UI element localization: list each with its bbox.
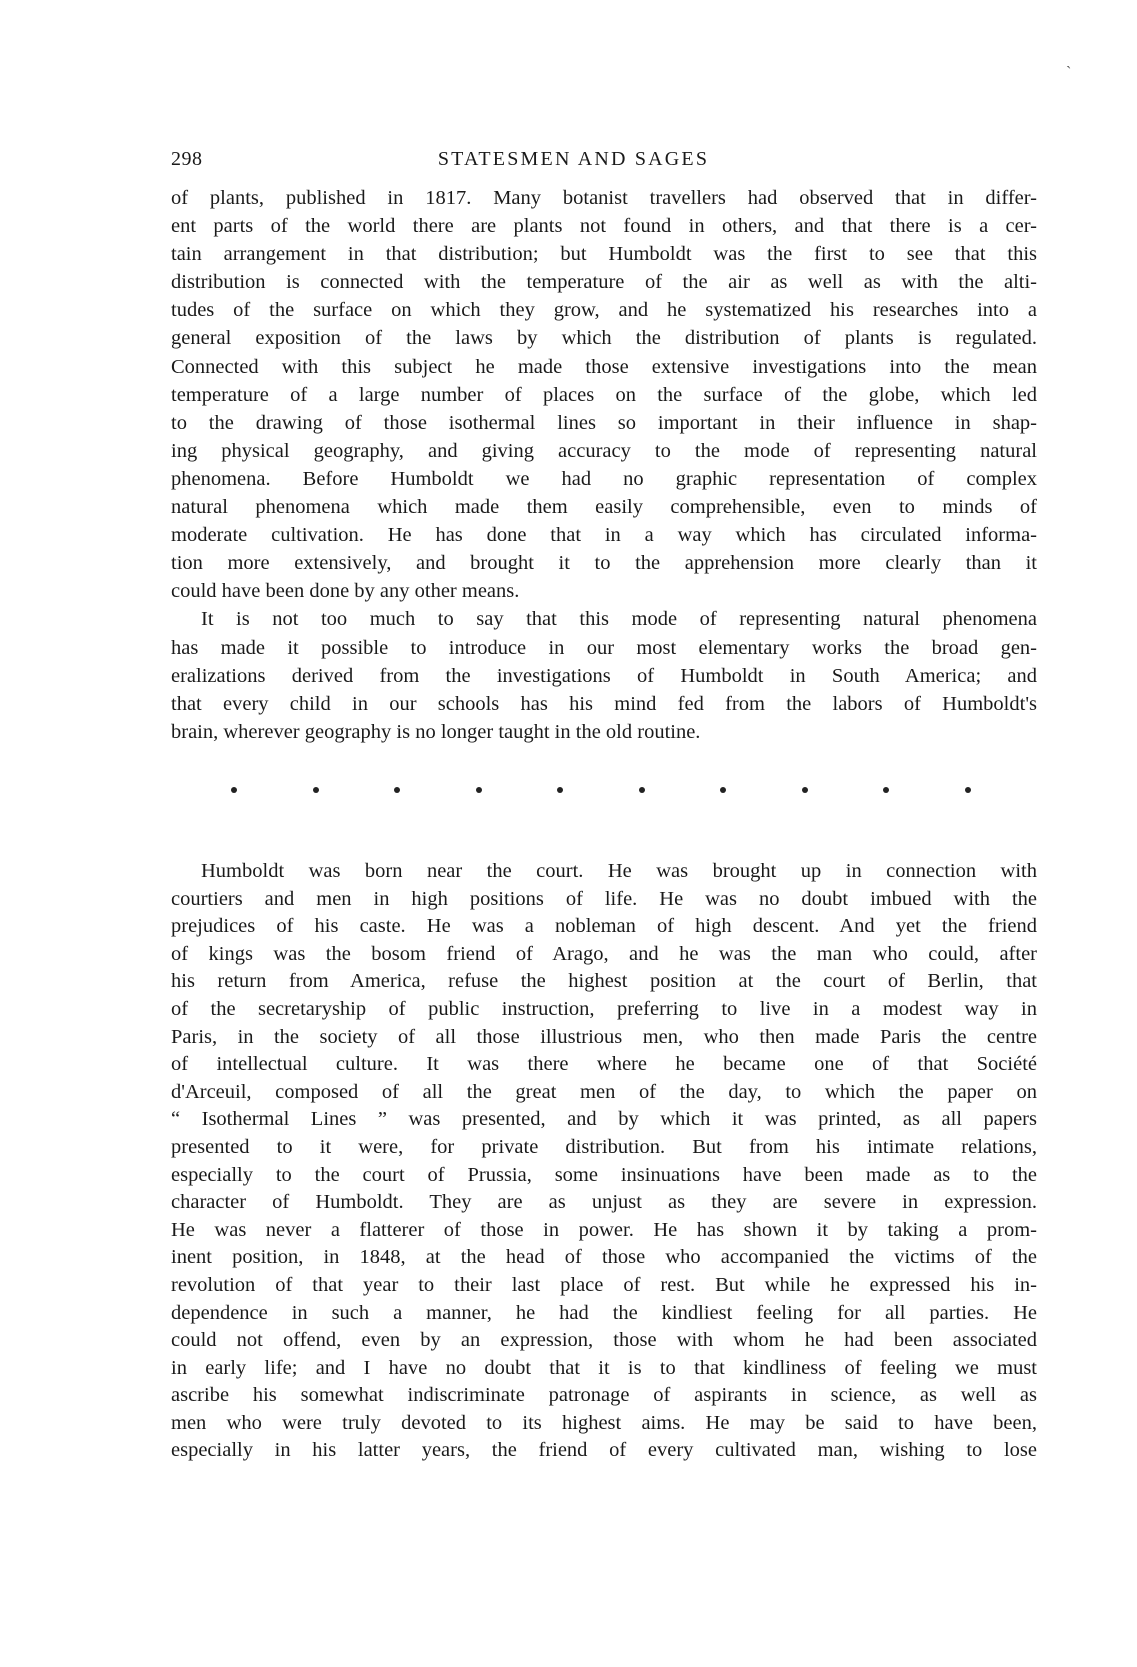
- text-line: temperature of a large number of places on the surface of the globe, which led: [171, 383, 1037, 406]
- text-line: his return from America, refuse the highest position at the court of Berlin, that: [171, 970, 1037, 993]
- text-line: could have been done by any other means.: [171, 580, 520, 603]
- text-line: of the secretaryship of public instruction, preferring to live in a modest way in: [171, 997, 1037, 1020]
- text-line: It is not too much to say that this mode of representing natural phenomena: [201, 608, 1037, 631]
- text-line: tion more extensively, and brought it to the apprehension more clearly than it: [171, 552, 1037, 575]
- section-break-dot: [965, 787, 971, 793]
- paragraph-continued: [171, 184, 1037, 605]
- text-line: courtiers and men in high positions of life. He was no doubt imbued with the: [171, 887, 1037, 910]
- text-line: tudes of the surface on which they grow, and he systematized his researches into a: [171, 299, 1037, 322]
- text-line: men who were truly devoted to its highest aims. He may be said to have been,: [171, 1411, 1037, 1434]
- body-text-lower: [171, 858, 1037, 1465]
- text-line: ent parts of the world there are plants not found in others, and that there is a cer-: [171, 215, 1037, 238]
- section-break-dots: [231, 780, 971, 800]
- text-line: inent position, in 1848, at the head of those who accompanied the victims of the: [171, 1246, 1037, 1269]
- text-line: of plants, published in 1817. Many botanist travellers had observed that in differ-: [171, 187, 1037, 209]
- text-line: eralizations derived from the investigations of Humboldt in South America; and: [171, 664, 1037, 687]
- text-line: brain, wherever geography is no longer taught in the old routine.: [171, 720, 701, 743]
- text-line: distribution is connected with the temperature of the air as well as with the alti-: [171, 271, 1037, 294]
- text-line: ing physical geography, and giving accuracy to the mode of representing natural: [171, 439, 1037, 462]
- section-break-dot: [394, 787, 400, 793]
- text-line: ascribe his somewhat indiscriminate patronage of aspirants in science, as well as: [171, 1384, 1037, 1407]
- text-line: Humboldt was born near the court. He was brought up in connection with: [201, 860, 1037, 882]
- text-line: of intellectual culture. It was there where he became one of that Société: [171, 1053, 1037, 1076]
- text-line: prejudices of his caste. He was a nobleman of high descent. And yet the friend: [171, 915, 1037, 938]
- text-line: natural phenomena which made them easily comprehensible, even to minds of: [171, 496, 1037, 519]
- stray-mark: ˎ: [1066, 52, 1072, 69]
- body-text-upper: [171, 184, 1037, 746]
- text-line: d'Arceuil, composed of all the great men of the day, to which the paper on: [171, 1080, 1037, 1103]
- text-line: of kings was the bosom friend of Arago, and he was the man who could, after: [171, 942, 1037, 965]
- text-line: has made it possible to introduce in our most elementary works the broad gen-: [171, 636, 1037, 659]
- text-line: could not offend, even by an expression, those with whom he had been associated: [171, 1329, 1037, 1352]
- text-line: dependence in such a manner, he had the kindliest feeling for all parties. He: [171, 1301, 1037, 1324]
- text-line: especially in his latter years, the friend of every cultivated man, wishing to lose: [171, 1439, 1037, 1462]
- text-line: phenomena. Before Humboldt we had no graphic representation of complex: [171, 467, 1037, 490]
- text-line: general exposition of the laws by which the distribution of plants is regulated.: [171, 327, 1037, 350]
- section-break-dot: [802, 787, 808, 793]
- section-break-dot: [639, 787, 645, 793]
- page-number: 298: [171, 148, 203, 170]
- text-line: tain arrangement in that distribution; but Humboldt was the first to see that this: [171, 243, 1037, 266]
- text-line: Connected with this subject he made those extensive investigations into the mean: [171, 355, 1037, 378]
- text-line: “ Isothermal Lines ” was presented, and by which it was printed, as all papers: [171, 1108, 1037, 1131]
- running-head: STATESMEN AND SAGES: [437, 148, 710, 170]
- section-break-dot: [313, 787, 319, 793]
- section-break-dot: [557, 787, 563, 793]
- text-line: especially to the court of Prussia, some insinuations have been made as to the: [171, 1163, 1037, 1186]
- text-line: moderate cultivation. He has done that in a way which has circulated informa-: [171, 524, 1037, 547]
- text-line: revolution of that year to their last place of rest. But while he expressed his in-: [171, 1273, 1037, 1296]
- text-line: presented to it were, for private distribution. But from his intimate relations,: [171, 1135, 1037, 1158]
- text-line: character of Humboldt. They are as unjust as they are severe in expression.: [171, 1191, 1037, 1214]
- text-line: that every child in our schools has his mind fed from the labors of Humboldt's: [171, 692, 1037, 715]
- text-line: to the drawing of those isothermal lines so important in their influence in shap-: [171, 411, 1037, 434]
- text-line: He was never a flatterer of those in power. He has shown it by taking a prom-: [171, 1218, 1037, 1241]
- paragraph-born-near-court: [171, 858, 1037, 1465]
- text-line: in early life; and I have no doubt that it is to that kindliness of feeling we must: [171, 1356, 1037, 1379]
- section-break-dot: [883, 787, 889, 793]
- section-break-dot: [720, 787, 726, 793]
- section-break-dot: [231, 787, 237, 793]
- text-line: Paris, in the society of all those illustrious men, who then made Paris the centre: [171, 1025, 1037, 1048]
- paragraph-humboldt-brain: [171, 605, 1037, 745]
- section-break-dot: [476, 787, 482, 793]
